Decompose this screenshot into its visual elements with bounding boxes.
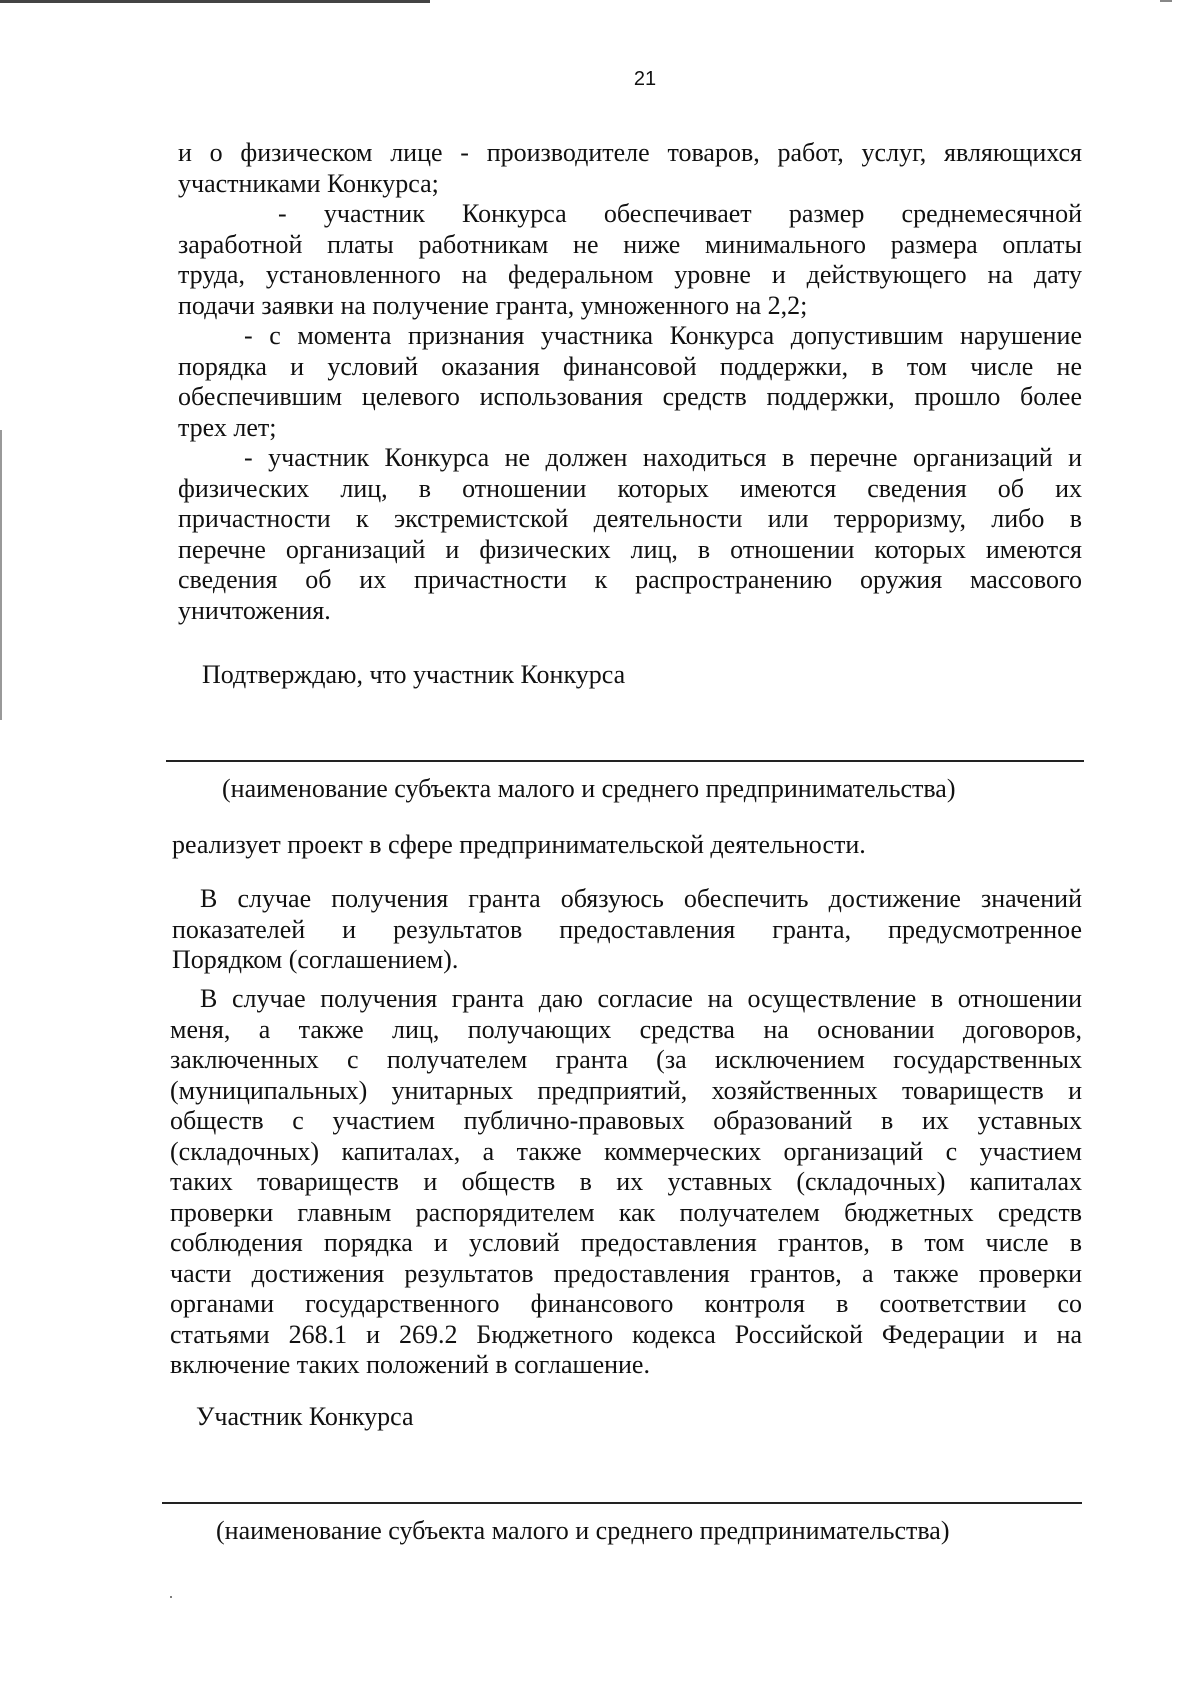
text-line: части достижения результатов предоставления грантов, а также проверки [170,1258,1082,1288]
fill-in-line-1 [166,760,1084,762]
text-line: сведения об их причастности к распространению оружия массового [178,565,1082,594]
text-line: участниками Конкурса; [178,168,439,198]
text-line: статьями 268.1 и 269.2 Бюджетного кодекса Российской Федерации и на [170,1319,1082,1349]
text-line: - с момента признания участника Конкурса допустившим нарушение [244,321,1082,350]
text-line: причастности к экстремистской деятельности или терроризму, либо в [178,504,1082,533]
paragraph-obligation [172,884,1082,976]
text-line: (муниципальных) унитарных предприятий, хозяйственных товариществ и [170,1075,1082,1105]
text-line: физических лиц, в отношении которых имеются сведения об их [178,473,1082,503]
text-line: (складочных) капиталах, а также коммерческих организаций с участием [170,1136,1082,1166]
fill-in-line-2 [162,1502,1082,1504]
text-line: подачи заявки на получение гранта, умноженного на 2,2; [178,290,808,320]
text-line: проверки главным распорядителем как получателем бюджетных средств [170,1197,1082,1227]
text-line: В случае получения гранта даю согласие на осуществление в отношении [200,984,1082,1013]
text-line: органами государственного финансового контроля в соответствии со [170,1289,1082,1318]
scan-edge-left [0,430,2,720]
caption-subject-name-2: (наименование субъекта малого и среднего предпринимательства) [216,1516,950,1545]
text-line: трех лет; [178,412,277,442]
text-line: заработной платы работникам не ниже минимального размера оплаты [178,229,1082,259]
text-line: перечне организаций и физических лиц, в отношении которых имеются [178,534,1082,564]
scan-edge-top-right [1160,0,1172,2]
text-line: и о физическом лице - производителе товаров, работ, услуг, являющихся [178,138,1082,167]
text-line: - участник Конкурса не должен находиться в перечне организаций и [244,443,1082,472]
paragraph-requirements [178,138,1082,626]
caption-subject-name-1: (наименование субъекта малого и среднего предпринимательства) [222,774,956,803]
confirm-text: Подтверждаю, что участник Конкурса [202,660,626,689]
text-line: порядка и условий оказания финансовой поддержки, в том числе не [178,351,1082,381]
text-line: показателей и результатов предоставления гранта, предусмотренное [172,914,1082,944]
text-line: заключенных с получателем гранта (за исключением государственных [170,1045,1082,1074]
page-number: 21 [633,68,657,90]
text-line: обществ с участием публично-правовых образований в их уставных [170,1106,1082,1135]
participant-text: Участник Конкурса [196,1402,414,1431]
text-line: В случае получения гранта обязуюсь обеспечить достижение значений [200,884,1082,913]
text-line: Порядком (соглашением). [172,945,459,974]
scan-edge-top [0,0,430,3]
paragraph-consent [170,984,1082,1381]
realizes-text: реализует проект в сфере предпринимательской деятельности. [172,830,866,859]
text-line: меня, а также лиц, получающих средства на основании договоров, [170,1014,1082,1044]
text-line: включение таких положений в соглашение. [170,1350,650,1379]
text-line: обеспечившим целевого использования средств поддержки, прошло более [178,382,1082,411]
text-line: таких товариществ и обществ в их уставных (складочных) капиталах [170,1167,1082,1196]
text-line: - участник Конкурса обеспечивает размер среднемесячной [278,199,1082,228]
text-line: соблюдения порядка и условий предоставления грантов, в том числе в [170,1228,1082,1257]
text-line: труда, установленного на федеральном уровне и действующего на дату [178,260,1082,289]
scan-speck [170,1596,172,1598]
text-line: уничтожения. [178,595,331,625]
